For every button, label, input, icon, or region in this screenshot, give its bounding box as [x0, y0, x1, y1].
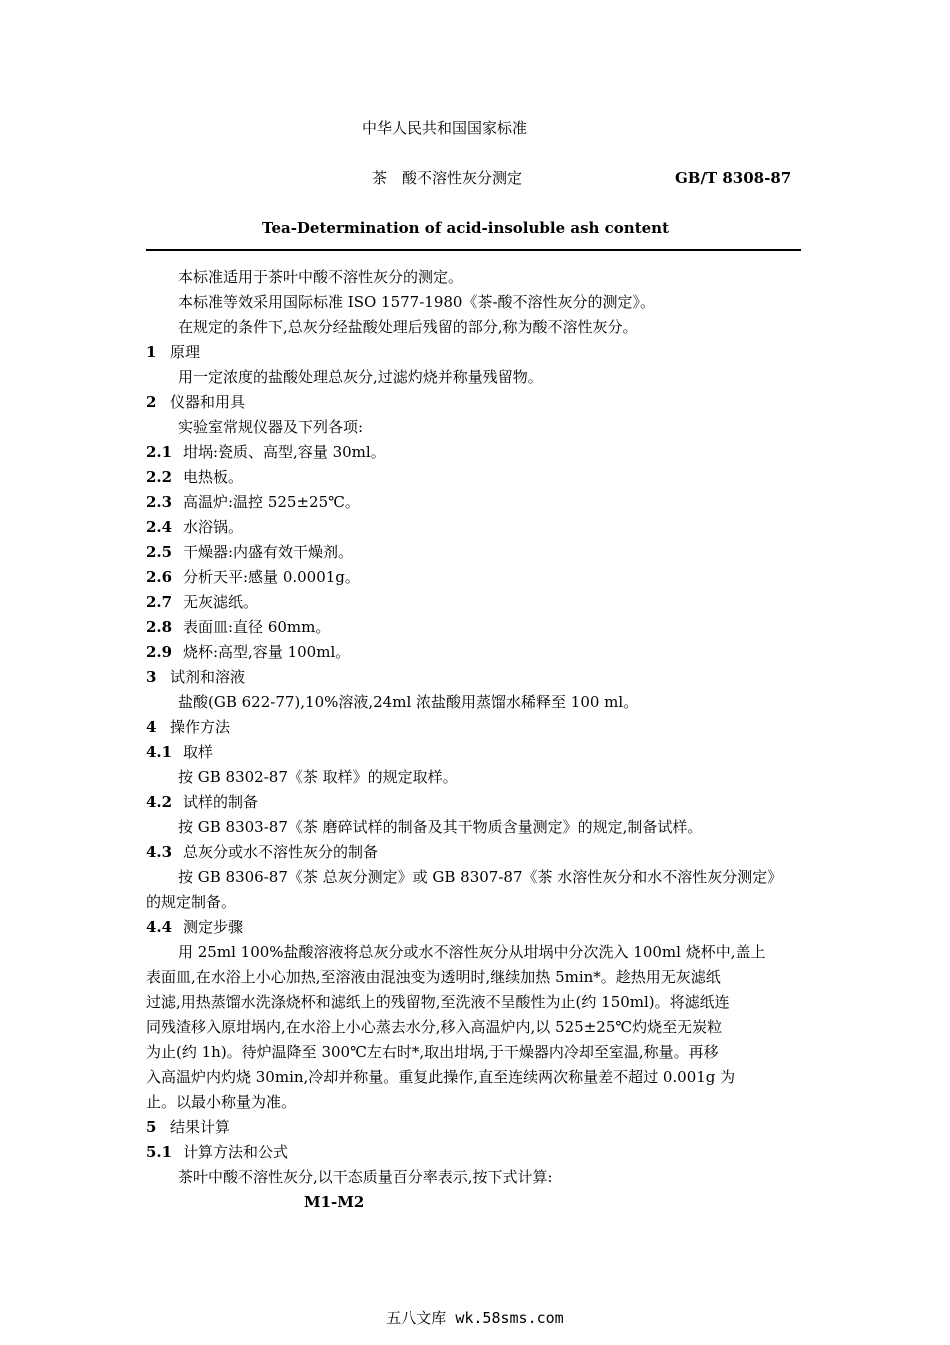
- item-text: 表面皿:直径 60mm。: [183, 618, 331, 636]
- standard-title-cn: 茶 酸不溶性灰分测定: [372, 169, 523, 187]
- procedure-line: 止。以最小称量为准。: [146, 1093, 297, 1111]
- procedure-line: 入高温炉内灼烧 30min,冷却并称量。重复此操作,直至连续两次称量差不超过 0.001g 为: [146, 1068, 736, 1086]
- item-number: 2.2: [146, 468, 173, 486]
- item-number: 2.3: [146, 493, 173, 511]
- section-body: 用一定浓度的盐酸处理总灰分,过滤灼烧并称量残留物。: [178, 368, 543, 386]
- intro-line-1: 本标准适用于茶叶中酸不溶性灰分的测定。: [178, 268, 464, 286]
- section-number: 5: [146, 1118, 157, 1136]
- item-number: 2.7: [146, 593, 173, 611]
- section-title: 操作方法: [170, 718, 231, 736]
- procedure-line: 为止(约 1h)。待炉温降至 300℃左右时*,取出坩埚,于干燥器内冷却至室温,称量。再移: [146, 1043, 719, 1061]
- section-title: 仪器和用具: [170, 393, 246, 411]
- procedure-line: 表面皿,在水浴上小心加热,至溶液由混浊变为透明时,继续加热 5min*。趁热用无灰滤纸: [146, 968, 721, 986]
- intro-line-2: 本标准等效采用国际标准 ISO 1577-1980《茶-酸不溶性灰分的测定》。: [178, 293, 656, 311]
- item-text: 水浴锅。: [183, 518, 244, 536]
- subsection-body: 按 GB 8306-87《茶 总灰分测定》或 GB 8307-87《茶 水溶性灰分和水不溶性灰分测定》: [178, 868, 783, 886]
- item-number: 2.1: [146, 443, 173, 461]
- section-number: 2: [146, 393, 157, 411]
- header-rule: [146, 249, 801, 251]
- item-number: 2.5: [146, 543, 173, 561]
- item-text: 干燥器:内盛有效干燥剂。: [183, 543, 354, 561]
- item-text: 高温炉:温控 525±25℃。: [183, 493, 360, 511]
- procedure-line: 同残渣移入原坩埚内,在水浴上小心蒸去水分,移入高温炉内,以 525±25℃灼烧至无炭粒: [146, 1018, 723, 1036]
- section-number: 3: [146, 668, 157, 686]
- item-text: 烧杯:高型,容量 100ml。: [183, 643, 351, 661]
- item-text: 电热板。: [183, 468, 244, 486]
- subsection-title: 试样的制备: [183, 793, 259, 811]
- section-title: 试剂和溶液: [170, 668, 246, 686]
- standard-code: GB/T 8308-87: [675, 169, 792, 187]
- section-title: 原理: [170, 343, 201, 361]
- item-text: 坩埚:瓷质、高型,容量 30ml。: [183, 443, 386, 461]
- item-number: 2.8: [146, 618, 173, 636]
- subsection-body: 按 GB 8302-87《茶 取样》的规定取样。: [178, 768, 458, 786]
- subsection-body: 按 GB 8303-87《茶 磨碎试样的制备及其干物质含量测定》的规定,制备试样。: [178, 818, 703, 836]
- subsection-body-cont: 的规定制备。: [146, 893, 237, 911]
- procedure-line: 用 25ml 100%盐酸溶液将总灰分或水不溶性灰分从坩埚中分次洗入 100ml 烧杯中,盖上: [178, 943, 766, 961]
- subsection-title: 测定步骤: [183, 918, 244, 936]
- item-number: 2.6: [146, 568, 173, 586]
- subsection-title: 计算方法和公式: [183, 1143, 289, 1161]
- subsection-title: 取样: [183, 743, 214, 761]
- item-number: 2.9: [146, 643, 173, 661]
- subsection-number: 4.1: [146, 743, 173, 761]
- footer-watermark: 五八文库 wk.58sms.com: [386, 1309, 564, 1327]
- section-body: 盐酸(GB 622-77),10%溶液,24ml 浓盐酸用蒸馏水稀释至 100 ml。: [178, 693, 639, 711]
- section-body: 实验室常规仪器及下列各项:: [178, 418, 364, 436]
- subsection-body: 茶叶中酸不溶性灰分,以干态质量百分率表示,按下式计算:: [178, 1168, 553, 1186]
- formula-numerator: M1-M2: [304, 1193, 365, 1211]
- item-text: 分析天平:感量 0.0001g。: [183, 568, 360, 586]
- section-number: 1: [146, 343, 157, 361]
- subsection-title: 总灰分或水不溶性灰分的制备: [183, 843, 379, 861]
- subsection-number: 5.1: [146, 1143, 173, 1161]
- section-number: 4: [146, 718, 157, 736]
- procedure-line: 过滤,用热蒸馏水洗涤烧杯和滤纸上的残留物,至洗液不呈酸性为止(约 150ml)。将滤纸连: [146, 993, 730, 1011]
- intro-line-3: 在规定的条件下,总灰分经盐酸处理后残留的部分,称为酸不溶性灰分。: [178, 318, 638, 336]
- item-number: 2.4: [146, 518, 173, 536]
- standard-org: 中华人民共和国国家标准: [362, 119, 528, 137]
- section-title: 结果计算: [170, 1118, 231, 1136]
- item-text: 无灰滤纸。: [183, 593, 259, 611]
- standard-title-en: Tea-Determination of acid-insoluble ash content: [262, 219, 670, 237]
- subsection-number: 4.4: [146, 918, 173, 936]
- subsection-number: 4.2: [146, 793, 173, 811]
- subsection-number: 4.3: [146, 843, 173, 861]
